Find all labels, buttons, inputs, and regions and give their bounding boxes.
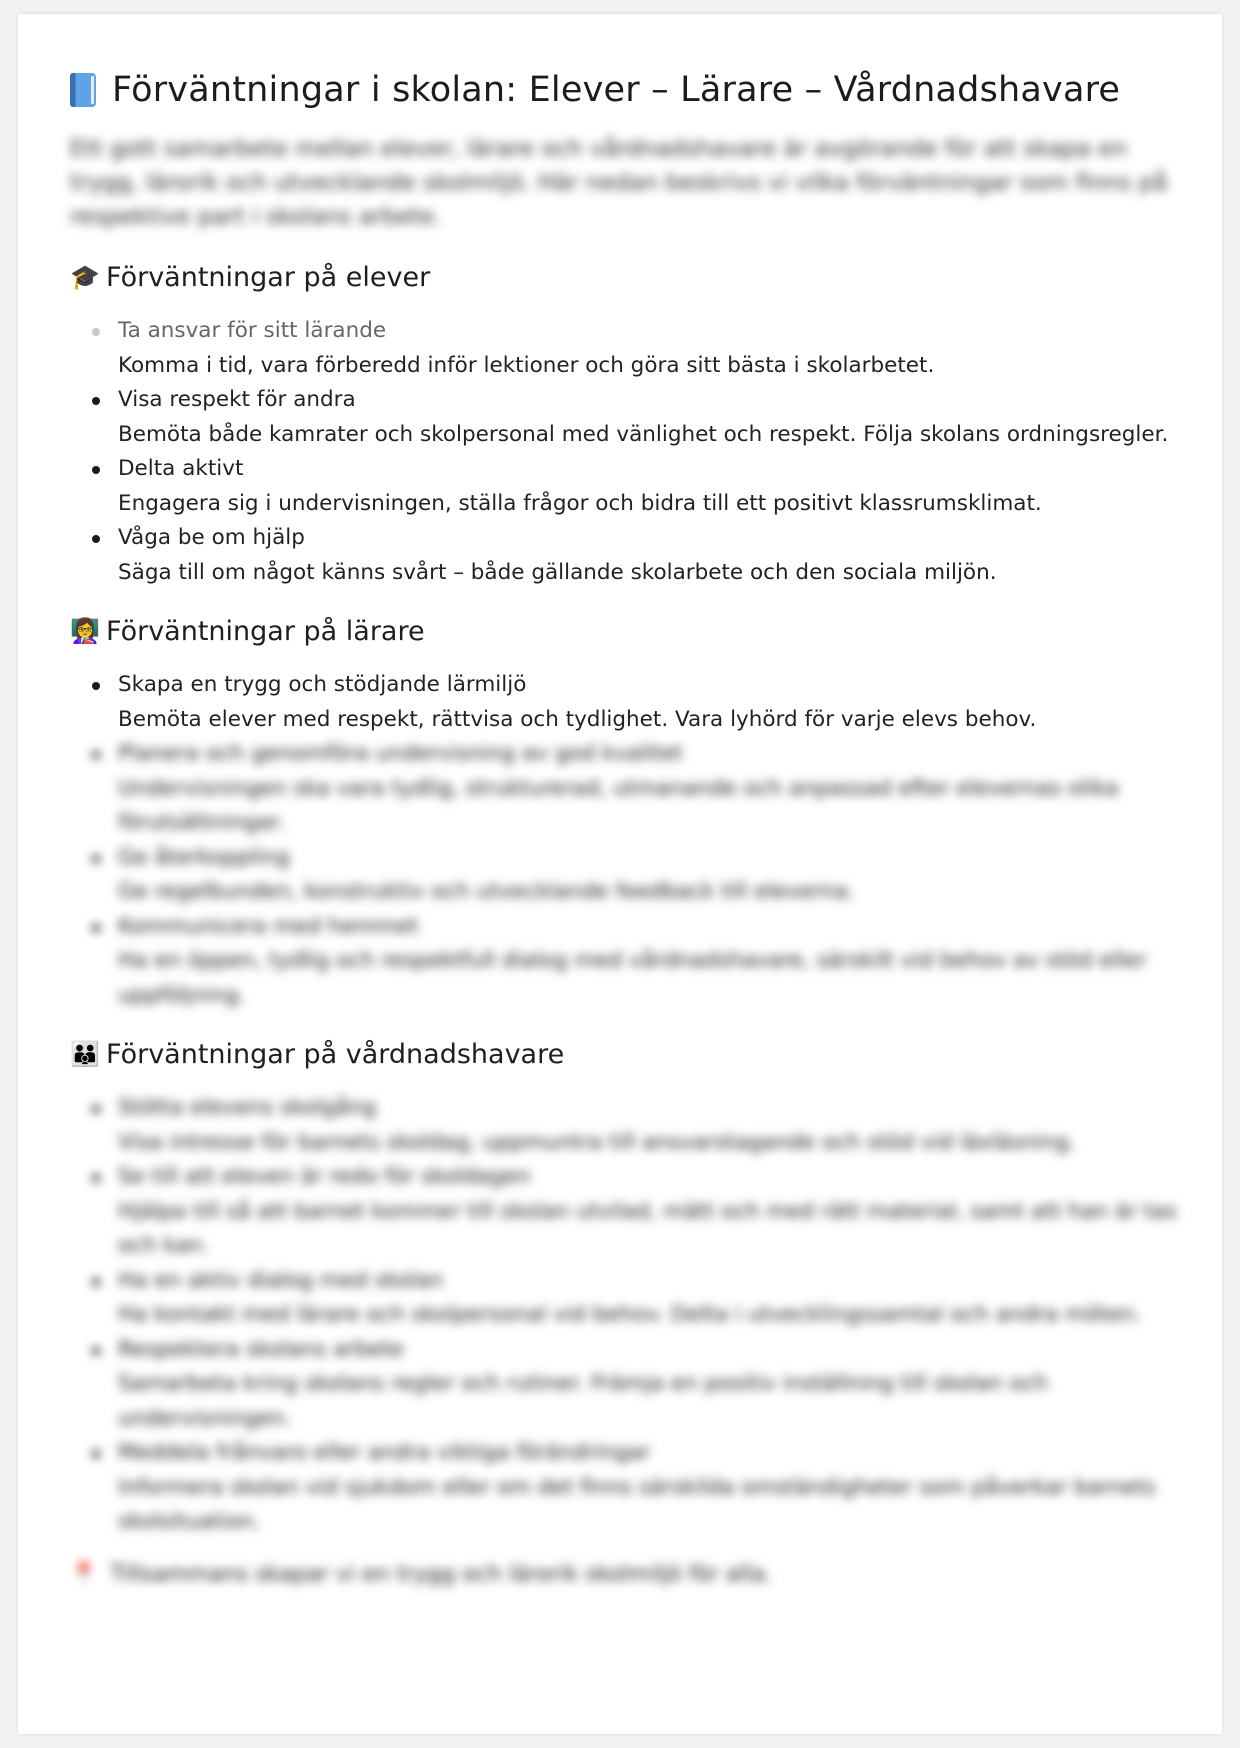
item-title: Visa respekt för andra xyxy=(118,387,356,412)
item-description: Visa intresse för barnets skoldag, uppmuntra till ansvarstagande och stöd vid läxläsning. xyxy=(118,1129,1076,1155)
family-icon: 👪 xyxy=(70,1040,100,1068)
closing-note-text: Tillsammans skapar vi en trygg och lärorik skolmiljö för alla. xyxy=(110,1561,772,1587)
item-title: Ha en aktiv dialog med skolan xyxy=(118,1267,444,1293)
item-title: Respektera skolans arbete xyxy=(118,1336,404,1362)
document-title-row xyxy=(70,70,1180,110)
teachers-list xyxy=(70,668,1180,1013)
item-title: Kommunicera med hemmet xyxy=(118,913,419,939)
item-title: Ta ansvar för sitt lärande xyxy=(118,318,387,343)
list-item xyxy=(118,1333,1180,1437)
section-heading-students-text: Förväntningar på elever xyxy=(106,261,431,293)
document-page xyxy=(18,14,1222,1734)
list-item xyxy=(118,737,1180,841)
item-description: Bemöta både kamrater och skolpersonal med vänlighet och respekt. Följa skolans ordningsregler. xyxy=(118,421,1169,447)
guardians-list xyxy=(70,1091,1180,1540)
item-title: Meddela frånvaro eller andra viktiga förändringar xyxy=(118,1440,651,1465)
item-description: Bemöta elever med respekt, rättvisa och tydlighet. Vara lyhörd för varje elevs behov. xyxy=(118,706,1037,732)
pin-icon: 📍 xyxy=(70,1561,98,1587)
list-item xyxy=(118,1160,1180,1264)
list-item xyxy=(118,521,1180,590)
item-title: Våga be om hjälp xyxy=(118,525,305,550)
section-heading-students xyxy=(70,254,1180,300)
list-item xyxy=(118,1436,1180,1540)
list-item xyxy=(118,841,1180,910)
section-heading-teachers-text: Förväntningar på lärare xyxy=(106,615,425,647)
item-description: Hjälpa till så att barnet kommer till skolan utvilad, mätt och med rätt material, samt att han är tas och kan. xyxy=(118,1198,1177,1258)
item-description: Ge regelbunden, konstruktiv och utvecklande feedback till eleverna. xyxy=(118,879,855,904)
item-description: Ha kontakt med lärare och skolpersonal vid behov. Delta i utvecklingssamtal och andra möten. xyxy=(118,1302,1142,1327)
list-item xyxy=(118,668,1180,737)
students-list xyxy=(70,314,1180,590)
graduation-cap-icon: 🎓 xyxy=(70,263,100,291)
intro-paragraph: Ett gott samarbete mellan elever, lärare och vårdnadshavare är avgörande för att skapa en trygg, lärorik och utvecklande skolmiljö. Här nedan beskrivs vi vilka förväntningar som finns på respektive part i skolans arbete. xyxy=(70,136,1168,230)
item-title: Delta aktivt xyxy=(118,456,244,481)
list-item xyxy=(118,910,1180,1014)
document-content xyxy=(70,70,1180,1614)
list-item xyxy=(118,383,1180,452)
item-title: Se till att eleven är redo för skoldagen xyxy=(118,1164,531,1189)
teacher-icon: 👩‍🏫 xyxy=(70,617,100,645)
section-heading-guardians-text: Förväntningar på vårdnadshavare xyxy=(106,1038,565,1070)
book-icon xyxy=(70,73,96,107)
item-title: Ge återkoppling xyxy=(118,844,290,870)
item-description: Komma i tid, vara förberedd inför lektioner och göra sitt bästa i skolarbetet. xyxy=(118,352,935,378)
item-title: Skapa en trygg och stödjande lärmiljö xyxy=(118,672,527,697)
item-title: Stötta elevens skolgång xyxy=(118,1095,377,1120)
item-description: Samarbeta kring skolans regler och rutiner. Främja en positiv inställning till skolan och undervisningen. xyxy=(118,1371,1048,1431)
section-heading-teachers xyxy=(70,608,1180,654)
item-description: Undervisningen ska vara tydlig, strukturerad, utmanande och anpassad efter elevernas olika förutsättningar. xyxy=(118,775,1119,835)
item-description: Engagera sig i undervisningen, ställa frågor och bidra till ett positivt klassrumsklimat. xyxy=(118,490,1042,516)
item-title: Planera och genomföra undervisning av god kvalitet xyxy=(118,741,683,766)
document-title: Förväntningar i skolan: Elever – Lärare – Vårdnadshavare xyxy=(112,70,1121,110)
item-description: Säga till om något känns svårt – både gällande skolarbete och den sociala miljön. xyxy=(118,559,997,585)
item-description: Ha en öppen, tydlig och respektfull dialog med vårdnadshavare, särskilt vid behov av stöd eller uppföljning. xyxy=(118,948,1147,1008)
closing-note xyxy=(70,1558,1180,1592)
section-heading-guardians xyxy=(70,1031,1180,1077)
list-item xyxy=(118,1091,1180,1160)
list-item xyxy=(118,314,1180,383)
list-item xyxy=(118,1264,1180,1333)
item-description: Informera skolan vid sjukdom eller om det finns särskilda omständigheter som påverkar barnets skolsituation. xyxy=(118,1474,1156,1534)
list-item xyxy=(118,452,1180,521)
